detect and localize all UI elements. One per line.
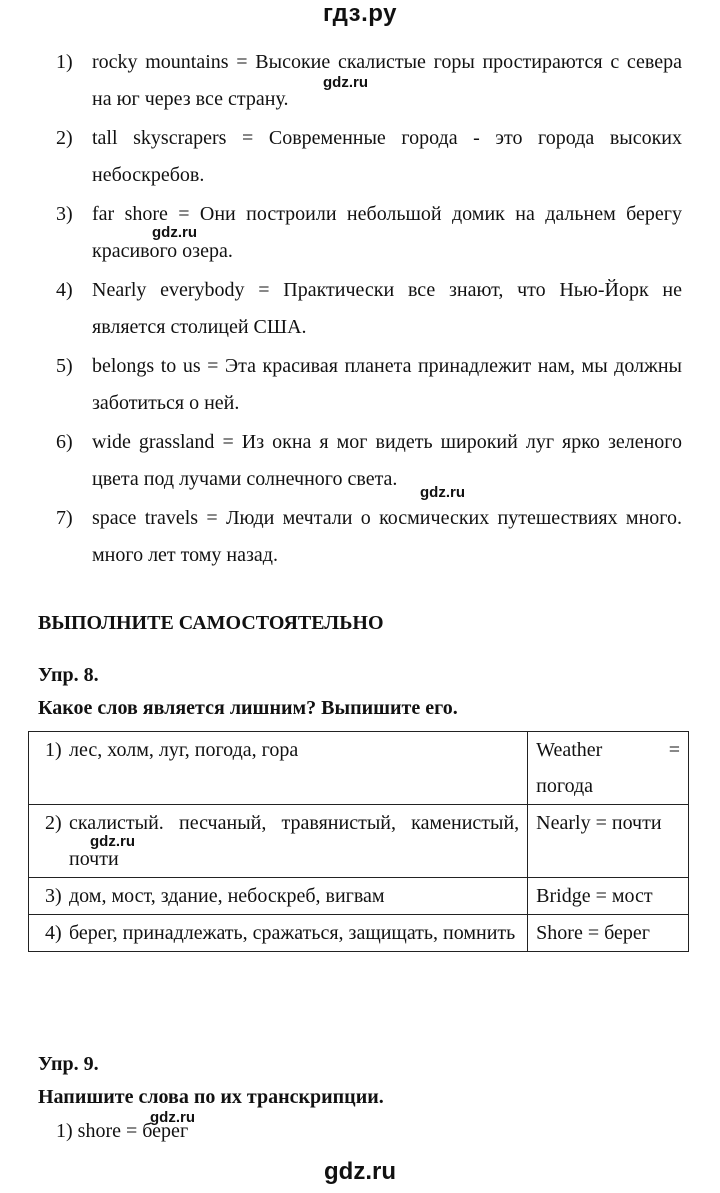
item-text: far shore = Они построили небольшой домик на дальнем берегу красивого озера.: [92, 203, 682, 262]
list-item: [56, 272, 682, 346]
watermark-text: gdz.ru: [150, 1109, 195, 1126]
item-text: rocky mountains = Высокие скалистые горы простираются с севера на юг через все страну.: [92, 51, 682, 110]
table-cell-words: [29, 878, 528, 915]
item-text: wide grassland = Из окна я мог видеть широкий луг ярко зеленого цвета под лучами солнечного света.: [92, 431, 682, 490]
exercise-8-title: Упр. 8.: [38, 664, 99, 686]
exercise-8-task: Какое слов является лишним? Выпишите его.: [38, 697, 458, 719]
list-item: [56, 424, 682, 498]
item-number: 1): [56, 1120, 73, 1142]
row-words: лес, холм, луг, погода, гора: [69, 739, 299, 761]
item-text: belongs to us = Эта красивая планета принадлежит нам, мы должны заботиться о ней.: [92, 355, 682, 414]
row-number: 2): [45, 812, 62, 834]
watermark-text: gdz.ru: [323, 74, 368, 91]
item-number: 5): [56, 355, 73, 377]
table-cell-words: [29, 732, 528, 805]
row-number: 4): [45, 922, 62, 944]
table-cell-answer: Bridge = мост: [528, 878, 689, 915]
section-title: ВЫПОЛНИТЕ САМОСТОЯТЕЛЬНО: [38, 612, 384, 634]
row-number: 3): [45, 885, 62, 907]
exercise-9-task: Напишите слова по их транскрипции.: [38, 1086, 384, 1108]
row-number: 1): [45, 739, 62, 761]
header-site-name: гдз.ру: [323, 0, 397, 27]
table-row: [29, 915, 689, 952]
row-words: скалистый. песчаный, травянистый, каменистый, почти: [69, 812, 520, 870]
table-row: [29, 732, 689, 805]
watermark-text: gdz.ru: [90, 833, 135, 850]
list-item: [56, 348, 682, 422]
watermark-text: gdz.ru: [152, 224, 197, 241]
list-item: [56, 120, 682, 194]
item-text: tall skyscrapers = Современные города - это города высоких небоскребов.: [92, 127, 682, 186]
table-cell-answer: Nearly = почти: [528, 805, 689, 878]
answer-list: [56, 44, 682, 576]
item-number: 7): [56, 507, 73, 529]
list-item: [56, 196, 682, 270]
item-number: 2): [56, 127, 73, 149]
item-number: 4): [56, 279, 73, 301]
exercise-9-title: Упр. 9.: [38, 1053, 99, 1075]
item-text: space travels = Люди мечтали о космических путешествиях много. много лет тому назад.: [92, 507, 682, 566]
item-number: 3): [56, 203, 73, 225]
item-text: Nearly everybody = Практически все знают, что Нью-Йорк не является столицей США.: [92, 279, 682, 338]
table-cell-answer: Shore = берег: [528, 915, 689, 952]
watermark-text: gdz.ru: [420, 484, 465, 501]
list-item: [56, 44, 682, 118]
item-number: 1): [56, 51, 73, 73]
table-row: [29, 878, 689, 915]
item-number: 6): [56, 431, 73, 453]
item-text: shore = берег: [77, 1120, 189, 1142]
list-item: [56, 500, 682, 574]
footer-site-name: gdz.ru: [324, 1158, 396, 1185]
row-words: берег, принадлежать, сражаться, защищать, помнить: [69, 922, 516, 944]
row-words: дом, мост, здание, небоскреб, вигвам: [69, 885, 385, 907]
table-cell-answer: Weather = погода: [528, 732, 689, 805]
table-cell-words: [29, 915, 528, 952]
